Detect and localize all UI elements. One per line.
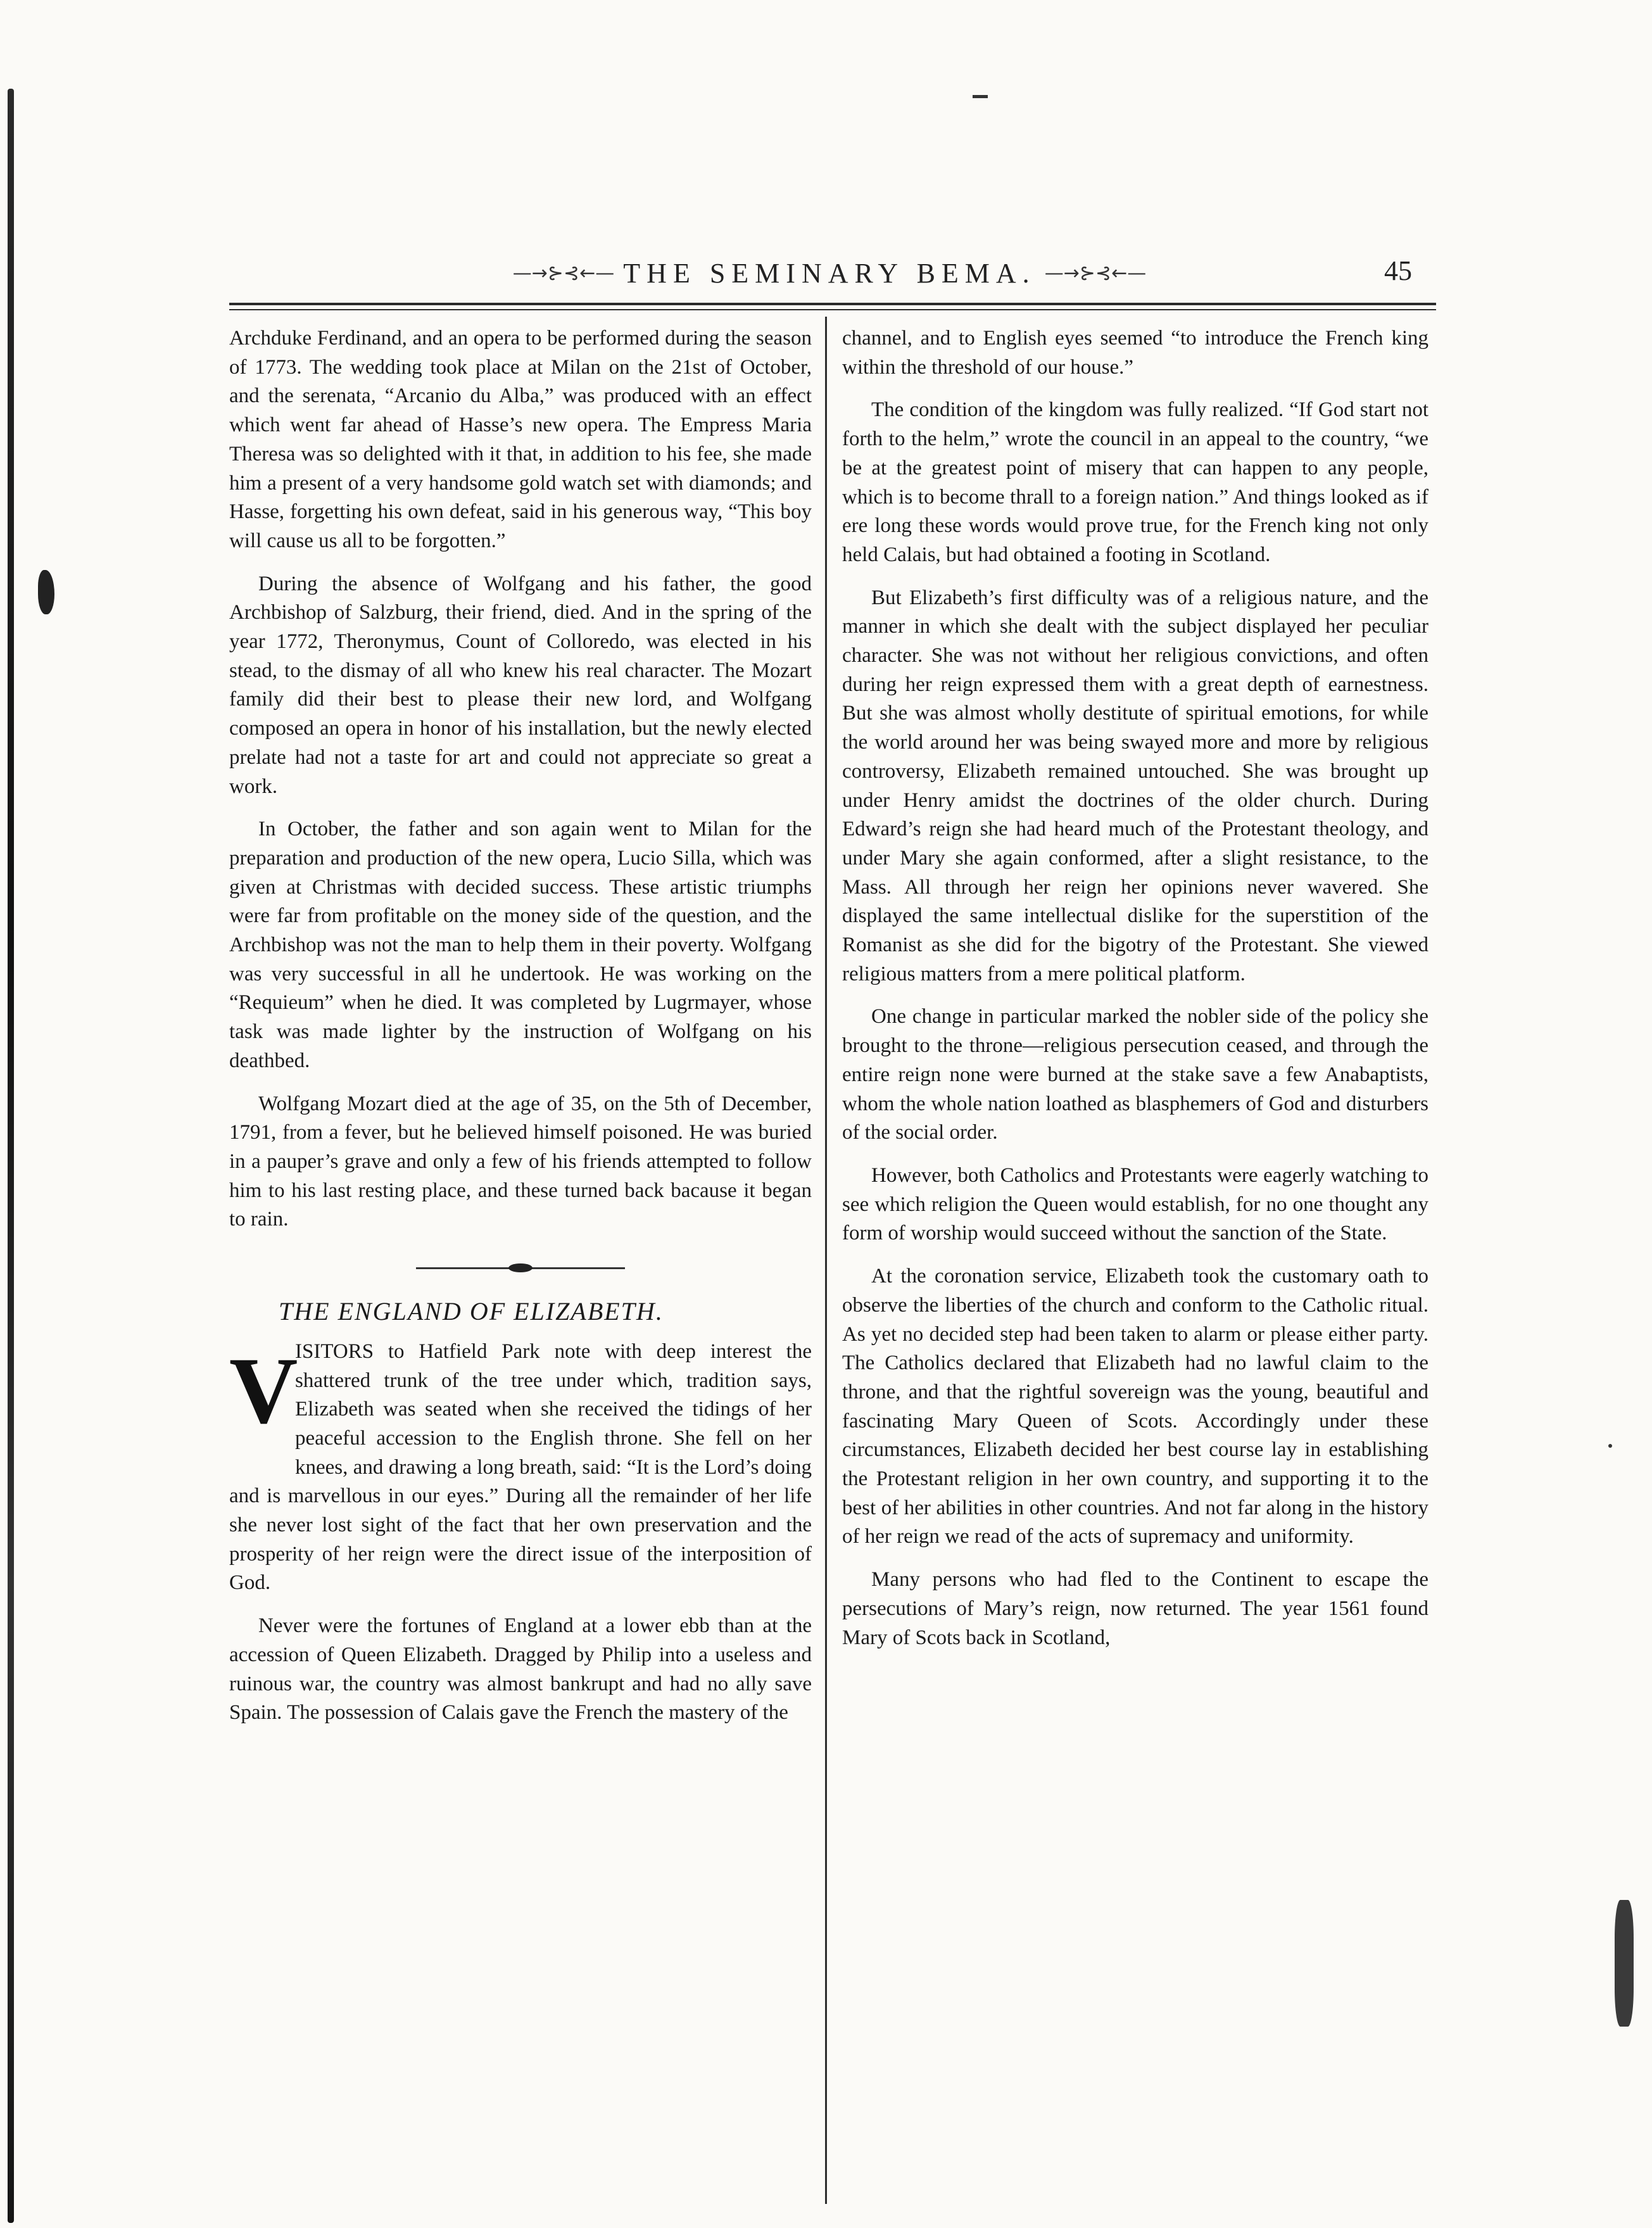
- paragraph: The condition of the kingdom was fully realized. “If God start not forth to the helm,” wrote the council in an appeal to the country, “we be at the greatest point of misery that can happen to any people, which is to become thrall to a foreign nation.” And things looked as if ere long these words would prove true, for the French king not only held Calais, but had obtained a footing in Scotland.: [842, 398, 1428, 566]
- section-separator: [416, 1267, 625, 1269]
- print-speck: [1608, 1444, 1612, 1448]
- left-column: [229, 324, 812, 1728]
- article-opening-paragraph: [229, 1338, 812, 1598]
- paragraph: One change in particular marked the nobler side of the policy she brought to the throne—religious persecution ceased, and through the entire reign none were burned at the stake save a few Anabaptists, whom the whole nation loathed as blasphemers of God and disturbers of the social order.: [842, 1005, 1428, 1144]
- paragraph: During the absence of Wolfgang and his father, the good Archbishop of Salzburg, their friend, died. And in the spring of the year 1772, Theronymus, Count of Colloredo, was elected in his stead, to the dismay of all who knew his real character. The Mozart family did their best to please their new lord, and Wolfgang composed an opera in honor of his installation, but the newly elected prelate had not a taste for art and could not appreciate so great a work.: [229, 572, 812, 798]
- right-column: [842, 324, 1428, 1652]
- paragraph: However, both Catholics and Protestants were eagerly watching to see which religion the Queen would establish, for no one thought any form of worship would succeed without the sanction of the State.: [842, 1163, 1428, 1245]
- paragraph: At the coronation service, Elizabeth took the customary oath to observe the liberties of the church and conform to the Catholic ritual. As yet no decided step had been taken to alarm or please either party. The Catholics declared that Elizabeth had no lawful claim to the throne, and that the rightful sovereign was the young, beautiful and fascinating Mary Queen of Scots. Accordingly under these circumstances, Elizabeth decided her best course lay in establishing the Protestant religion in her own country, and supporting it to the best of her abilities in other countries. And not far along in the history of her reign we read of the acts of supremacy and uniformity.: [842, 1265, 1428, 1548]
- paragraph: channel, and to English eyes seemed “to introduce the French king within the threshold of our house.”: [842, 327, 1428, 379]
- margin-blot: [38, 570, 54, 614]
- paragraph: Many persons who had fled to the Continent to escape the persecutions of Mary’s reign, now returned. The year 1561 found Mary of Scots back in Scotland,: [842, 1568, 1428, 1649]
- paragraph: Archduke Ferdinand, and an opera to be performed during the season of 1773. The wedding took place at Milan on the 21st of October, and the serenata, “Arcanio du Alba,” was produced with an effect which went far ahead of Hasse’s new opera. The Empress Maria Theresa was so delighted with it that, in addition to his fee, she made him a present of a very handsome gold watch set with diamonds; and Hasse, forgetting his own defeat, said in his generous way, “This boy will cause us all to be forgotten.”: [229, 327, 812, 552]
- article-opening-text: ISITORS to Hatfield Park note with deep interest the shattered trunk of the tree under which, tradition says, Elizabeth was seated when she received the tidings of her peaceful accession to the English throne. She fell on her knees, and drawing a long breath, said: “It is the Lord’s doing and is marvellous in our eyes.” During all the remainder of her life she never lost sight of the fact that her own preservation and the prosperity of her reign were the direct issue of the interposition of God.: [229, 1339, 812, 1595]
- column-divider: [825, 317, 827, 2204]
- paragraph: Never were the fortunes of England at a lower ebb than at the accession of Queen Elizabeth. Dragged by Philip into a useless and ruinous war, the country was almost bankrupt and had no ally save Spain. The possession of Calais gave the French the mastery of the: [229, 1614, 812, 1725]
- header-rule-thin: [229, 309, 1436, 310]
- running-header: [228, 251, 1431, 295]
- header-ornament-right: —→⊱⊰←—: [1044, 262, 1147, 284]
- header-rule-thick: [229, 303, 1436, 305]
- drop-cap: V: [229, 1338, 298, 1443]
- paragraph: But Elizabeth’s first difficulty was of a religious nature, and the manner in which she dealt with the subject displayed her peculiar character. She was not without her religious convictions, and often during her reign expressed them with a great depth of earnestness. But she was almost wholly destitute of spiritual emotions, for while the world around her was being swayed more and more by religious controversy, Elizabeth remained untouched. She was brought up under Henry amidst the doctrines of the older church. During Edward’s reign she had heard much of the Protestant theology, and under Mary she again conformed, after a slight resistance, to the Mass. All through her reign her opinions never wavered. She displayed the same intellectual dislike for the superstition of the Romanist as she did for the bigotry of the Protestant. She viewed religious matters from a mere political platform.: [842, 586, 1428, 985]
- paragraph: In October, the father and son again went to Milan for the preparation and production of the new opera, Lucio Silla, which was given at Christmas with decided success. These artistic triumphs were far from profitable on the money side of the question, and the Archbishop was not the man to help them in their poverty. Wolfgang was very successful in all he undertook. He was working on the “Requieum” when he died. It was completed by Lugrmayer, whose task was made lighter by the instruction of Wolfgang on his deathbed.: [229, 818, 812, 1072]
- journal-title: THE SEMINARY BEMA.: [623, 257, 1036, 289]
- article-title: THE ENGLAND OF ELIZABETH.: [279, 1297, 664, 1326]
- page-number: 45: [1384, 255, 1412, 286]
- edge-blot: [1615, 1900, 1634, 2027]
- binding-edge: [8, 89, 14, 2223]
- header-ornament-left: —→⊱⊰←—: [512, 262, 615, 284]
- stray-mark: [973, 95, 988, 98]
- paragraph: Wolfgang Mozart died at the age of 35, on the 5th of December, 1791, from a fever, but he believed himself poisoned. He was buried in a pauper’s grave and only a few of his friends attempted to follow him to his last resting place, and these turned back bacause it began to rain.: [229, 1092, 812, 1231]
